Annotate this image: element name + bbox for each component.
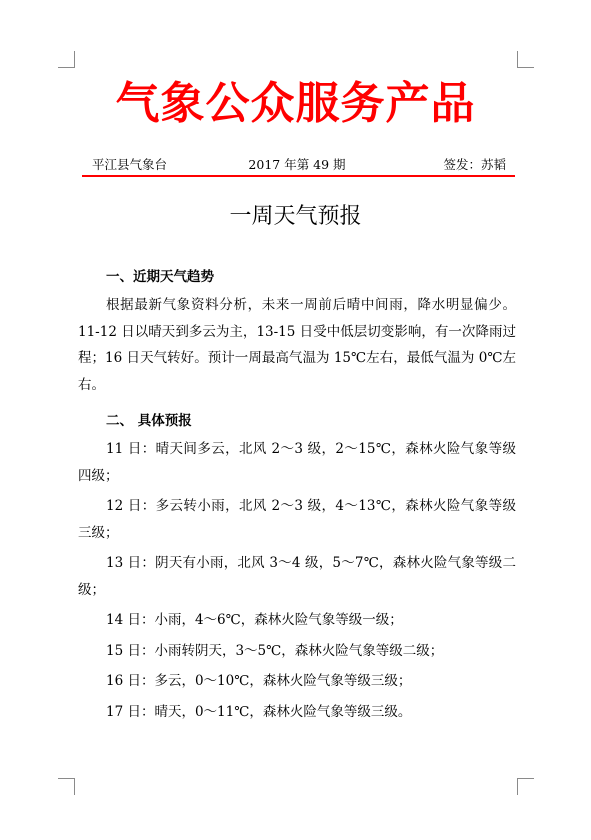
forecast-item: 13 日：阴天有小雨，北风 3～4 级，5～7℃，森林火险气象等级二级； — [78, 555, 516, 598]
issue-number: 2017 年第 49 期 — [248, 157, 346, 172]
crop-mark-top-right — [517, 51, 534, 68]
crop-mark-bottom-right — [517, 778, 534, 795]
document-title: 一周天气预报 — [229, 204, 362, 229]
trend-paragraph: 根据最新气象资料分析，未来一周前后晴中间雨，降水明显偏少。11-12 日以晴天到多云为主，13-15 日受中低层切变影响，有一次降雨过程；16 日天气转好。预计一周最高气温为 15℃左右，最低气温为 0℃左右。 — [78, 297, 516, 393]
crop-mark-bottom-left — [58, 778, 75, 795]
red-divider-line — [82, 175, 515, 177]
masthead-title: 气象公众服务产品 — [115, 78, 476, 129]
section-heading-trend: 一、近期天气趋势 — [106, 269, 214, 285]
forecast-item: 12 日：多云转小雨，北风 2～3 级，4～13℃，森林火险气象等级三级； — [78, 498, 516, 541]
section-heading-forecast: 二、 具体预报 — [106, 413, 192, 429]
signed-by: 签发：苏韬 — [443, 157, 506, 172]
issuer-label: 平江县气象台 — [92, 157, 168, 172]
forecast-item: 17 日：晴天，0～11℃，森林火险气象等级三级。 — [106, 703, 412, 720]
crop-mark-top-left — [58, 51, 75, 68]
forecast-item: 14 日：小雨，4～6℃，森林火险气象等级一级； — [106, 612, 403, 628]
issue-info-row — [82, 156, 512, 174]
forecast-item: 15 日：小雨转阴天，3～5℃，森林火险气象等级二级； — [106, 642, 444, 659]
forecast-item: 16 日：多云，0～10℃，森林火险气象等级三级； — [106, 673, 412, 689]
forecast-item: 11 日：晴天间多云，北风 2～3 级，2～15℃，森林火险气象等级四级； — [78, 441, 516, 484]
document-body — [78, 262, 516, 729]
